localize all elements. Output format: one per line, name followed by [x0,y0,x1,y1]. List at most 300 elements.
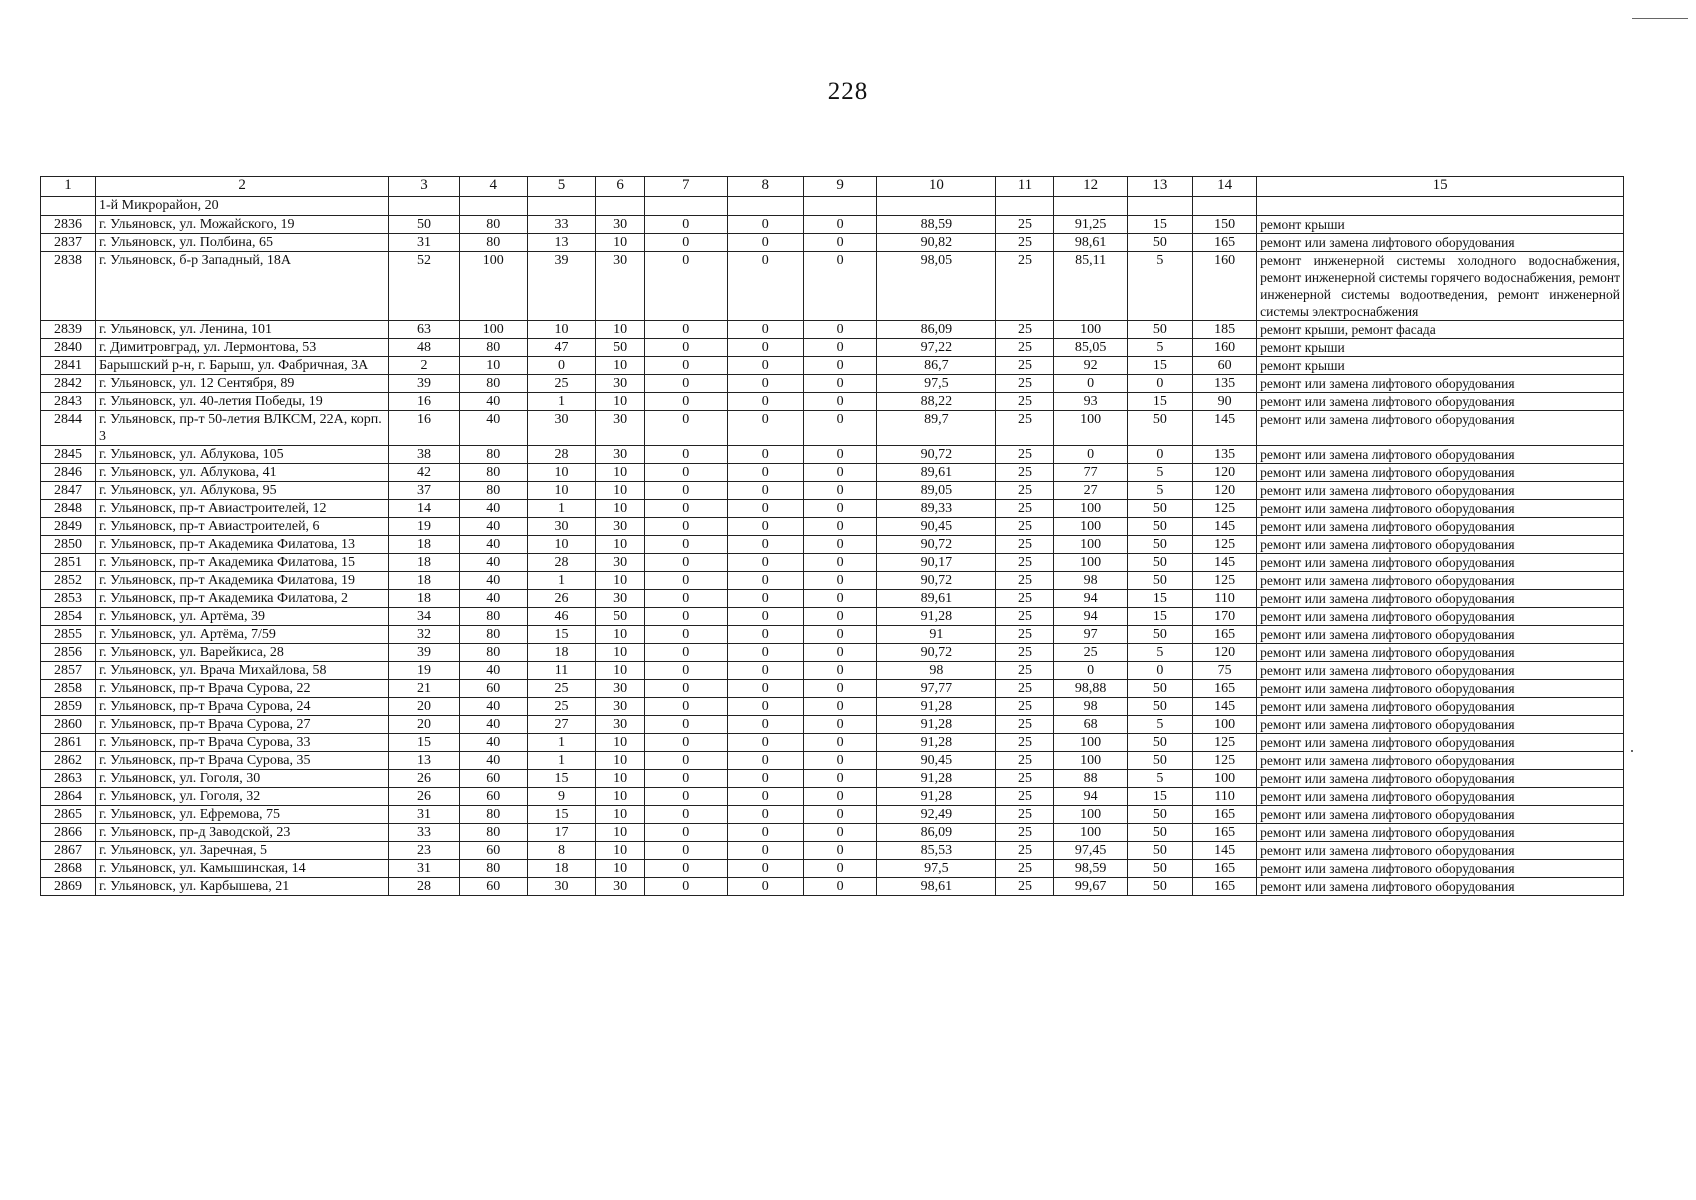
value-cell: 30 [596,518,645,536]
value-cell: 0 [645,252,728,321]
value-cell: 5 [1127,252,1192,321]
value-cell: 0 [803,734,876,752]
value-cell: 17 [527,824,595,842]
value-cell: 30 [596,446,645,464]
value-cell: 0 [727,842,803,860]
value-cell: 30 [596,375,645,393]
column-header: 2 [96,177,389,197]
value-cell: 98 [1054,698,1127,716]
table-row [41,626,1624,644]
row-number-cell: 2849 [41,518,96,536]
value-cell: 30 [596,716,645,734]
value-cell: 25 [996,554,1054,572]
value-cell: 100 [1054,518,1127,536]
value-cell: 80 [459,464,527,482]
value-cell: 1 [527,393,595,411]
value-cell: 52 [389,252,459,321]
address-cell: г. Ульяновск, ул. Ленина, 101 [96,321,389,339]
row-number-cell: 2862 [41,752,96,770]
value-cell: 0 [727,644,803,662]
value-cell: 80 [459,644,527,662]
address-cell: г. Ульяновск, пр-д Заводской, 23 [96,824,389,842]
value-cell: 25 [996,482,1054,500]
value-cell: 91 [877,626,996,644]
address-cell: г. Ульяновск, пр-т Врача Сурова, 22 [96,680,389,698]
value-cell: 80 [459,234,527,252]
value-cell: 0 [803,824,876,842]
address-cell: г. Ульяновск, пр-т Врача Сурова, 27 [96,716,389,734]
page-number: 228 [827,78,869,105]
value-cell: 145 [1193,842,1257,860]
value-cell [459,197,527,216]
row-number-cell: 2844 [41,411,96,446]
work-type-cell: ремонт или замена лифтового оборудования [1257,752,1624,770]
value-cell: 25 [996,216,1054,234]
value-cell: 30 [596,252,645,321]
value-cell: 28 [389,878,459,896]
value-cell: 25 [996,752,1054,770]
value-cell: 40 [459,554,527,572]
column-header: 6 [596,177,645,197]
column-header: 8 [727,177,803,197]
value-cell: 40 [459,393,527,411]
value-cell: 0 [727,339,803,357]
value-cell: 23 [389,842,459,860]
value-cell: 50 [1127,842,1192,860]
value-cell: 77 [1054,464,1127,482]
value-cell: 91,28 [877,770,996,788]
value-cell: 98 [1054,572,1127,590]
value-cell: 25 [996,716,1054,734]
table-row [41,464,1624,482]
value-cell: 60 [459,680,527,698]
row-number-cell: 2863 [41,770,96,788]
value-cell: 170 [1193,608,1257,626]
value-cell: 0 [803,518,876,536]
value-cell: 60 [1193,357,1257,375]
address-cell: г. Ульяновск, ул. Полбина, 65 [96,234,389,252]
value-cell: 98 [877,662,996,680]
value-cell: 25 [996,339,1054,357]
value-cell: 80 [459,375,527,393]
value-cell: 97 [1054,626,1127,644]
value-cell: 15 [527,806,595,824]
value-cell: 0 [803,536,876,554]
value-cell: 86,7 [877,357,996,375]
value-cell: 0 [727,626,803,644]
address-cell: г. Ульяновск, пр-т Врача Сурова, 24 [96,698,389,716]
value-cell: 185 [1193,321,1257,339]
table-row [41,411,1624,446]
value-cell: 89,05 [877,482,996,500]
value-cell: 98,61 [1054,234,1127,252]
value-cell: 125 [1193,734,1257,752]
address-cell: г. Ульяновск, пр-т Академика Филатова, 15 [96,554,389,572]
value-cell: 25 [527,680,595,698]
value-cell: 16 [389,411,459,446]
work-type-cell: ремонт или замена лифтового оборудования [1257,375,1624,393]
value-cell: 18 [389,572,459,590]
value-cell: 120 [1193,644,1257,662]
value-cell: 165 [1193,824,1257,842]
address-cell: г. Димитровград, ул. Лермонтова, 53 [96,339,389,357]
value-cell [1193,197,1257,216]
row-number-cell: 2847 [41,482,96,500]
value-cell: 15 [1127,216,1192,234]
work-type-cell: ремонт или замена лифтового оборудования [1257,518,1624,536]
address-cell: г. Ульяновск, пр-т Авиастроителей, 6 [96,518,389,536]
work-type-cell: ремонт или замена лифтового оборудования [1257,878,1624,896]
column-number-row [41,177,1624,197]
value-cell: 0 [1054,662,1127,680]
value-cell: 40 [459,698,527,716]
value-cell: 0 [803,788,876,806]
value-cell: 0 [727,680,803,698]
table-row [41,788,1624,806]
value-cell: 100 [1054,554,1127,572]
address-cell: г. Ульяновск, пр-т 50-летия ВЛКСМ, 22А, корп. 3 [96,411,389,446]
value-cell: 98,05 [877,252,996,321]
value-cell: 25 [1054,644,1127,662]
value-cell: 0 [727,393,803,411]
value-cell [996,197,1054,216]
address-cell: г. Ульяновск, ул. Аблукова, 105 [96,446,389,464]
work-type-cell: ремонт или замена лифтового оборудования [1257,500,1624,518]
value-cell: 135 [1193,446,1257,464]
row-number-cell: 2868 [41,860,96,878]
value-cell: 0 [803,446,876,464]
value-cell: 0 [727,234,803,252]
value-cell: 10 [527,464,595,482]
column-header: 15 [1257,177,1624,197]
value-cell: 25 [996,662,1054,680]
table-row [41,806,1624,824]
value-cell: 13 [527,234,595,252]
work-type-cell: ремонт инженерной системы холодного водоснабжения, ремонт инженерной системы горячего водоснабжения, ремонт инженерной системы водоотведения, ремонт инженерной системы электроснабжения [1257,252,1624,321]
value-cell: 0 [645,411,728,446]
value-cell: 0 [727,590,803,608]
continuation-row [41,197,1624,216]
value-cell: 50 [1127,806,1192,824]
column-header: 10 [877,177,996,197]
work-type-cell: ремонт или замена лифтового оборудования [1257,806,1624,824]
value-cell: 50 [1127,878,1192,896]
value-cell [727,197,803,216]
value-cell: 50 [1127,752,1192,770]
table-row [41,234,1624,252]
value-cell: 40 [459,500,527,518]
value-cell: 33 [389,824,459,842]
value-cell: 19 [389,662,459,680]
address-cell: г. Ульяновск, ул. Камышинская, 14 [96,860,389,878]
value-cell: 0 [803,806,876,824]
value-cell: 0 [803,662,876,680]
table-row [41,216,1624,234]
row-number-cell: 2841 [41,357,96,375]
value-cell: 0 [645,644,728,662]
value-cell: 1 [527,500,595,518]
value-cell: 145 [1193,554,1257,572]
value-cell: 25 [996,788,1054,806]
value-cell: 20 [389,698,459,716]
value-cell: 91,28 [877,788,996,806]
value-cell: 25 [996,842,1054,860]
row-number-cell: 2856 [41,644,96,662]
value-cell: 10 [527,482,595,500]
value-cell: 50 [1127,572,1192,590]
value-cell: 30 [527,878,595,896]
value-cell: 150 [1193,216,1257,234]
value-cell: 18 [527,860,595,878]
value-cell: 0 [645,716,728,734]
value-cell: 145 [1193,698,1257,716]
table-row [41,375,1624,393]
address-cell: г. Ульяновск, пр-т Академика Филатова, 2 [96,590,389,608]
value-cell: 0 [803,411,876,446]
value-cell: 5 [1127,464,1192,482]
value-cell: 10 [596,860,645,878]
value-cell: 60 [459,770,527,788]
value-cell: 50 [1127,554,1192,572]
value-cell: 0 [727,824,803,842]
value-cell: 10 [596,393,645,411]
value-cell: 165 [1193,680,1257,698]
value-cell: 10 [596,500,645,518]
value-cell: 15 [1127,608,1192,626]
column-header: 4 [459,177,527,197]
table-row [41,770,1624,788]
value-cell: 0 [727,482,803,500]
value-cell: 25 [996,608,1054,626]
value-cell: 0 [727,518,803,536]
column-header: 11 [996,177,1054,197]
value-cell: 15 [1127,590,1192,608]
value-cell: 0 [727,464,803,482]
value-cell: 10 [596,752,645,770]
value-cell: 10 [596,536,645,554]
value-cell: 0 [727,608,803,626]
work-type-cell: ремонт или замена лифтового оборудования [1257,824,1624,842]
value-cell: 0 [645,536,728,554]
value-cell: 0 [645,464,728,482]
value-cell: 18 [389,536,459,554]
value-cell: 14 [389,500,459,518]
value-cell: 0 [645,734,728,752]
value-cell: 0 [727,357,803,375]
value-cell: 5 [1127,716,1192,734]
value-cell: 0 [727,878,803,896]
work-type-cell: ремонт или замена лифтового оборудования [1257,608,1624,626]
work-type-cell: ремонт крыши [1257,339,1624,357]
value-cell: 0 [803,842,876,860]
value-cell: 0 [803,339,876,357]
value-cell: 92,49 [877,806,996,824]
repair-program-table [40,176,1624,896]
row-number-cell: 2843 [41,393,96,411]
table-row [41,536,1624,554]
row-number-cell: 2857 [41,662,96,680]
value-cell: 97,77 [877,680,996,698]
value-cell: 25 [996,375,1054,393]
table-body [41,197,1624,896]
row-number-cell [41,197,96,216]
value-cell: 0 [803,554,876,572]
value-cell: 0 [727,734,803,752]
address-cell: г. Ульяновск, ул. Гоголя, 32 [96,788,389,806]
value-cell: 98,88 [1054,680,1127,698]
value-cell: 10 [596,824,645,842]
value-cell: 40 [459,536,527,554]
table-row [41,357,1624,375]
value-cell: 80 [459,216,527,234]
row-number-cell: 2837 [41,234,96,252]
value-cell: 39 [389,644,459,662]
value-cell: 10 [596,234,645,252]
value-cell: 0 [803,626,876,644]
work-type-cell: ремонт или замена лифтового оборудования [1257,698,1624,716]
row-number-cell: 2861 [41,734,96,752]
value-cell: 90,17 [877,554,996,572]
row-number-cell: 2846 [41,464,96,482]
value-cell: 50 [1127,734,1192,752]
value-cell [389,197,459,216]
value-cell: 39 [389,375,459,393]
value-cell: 0 [803,357,876,375]
address-cell: г. Ульяновск, пр-т Врача Сурова, 35 [96,752,389,770]
table-row [41,734,1624,752]
value-cell: 25 [996,357,1054,375]
value-cell: 10 [527,536,595,554]
value-cell: 30 [527,411,595,446]
value-cell: 10 [596,734,645,752]
value-cell: 0 [645,590,728,608]
address-cell: г. Ульяновск, ул. Врача Михайлова, 58 [96,662,389,680]
value-cell: 97,45 [1054,842,1127,860]
value-cell: 100 [1054,500,1127,518]
value-cell: 40 [459,662,527,680]
value-cell: 28 [527,446,595,464]
value-cell: 100 [1054,321,1127,339]
value-cell: 125 [1193,572,1257,590]
table-row [41,608,1624,626]
column-header: 1 [41,177,96,197]
work-type-cell: ремонт или замена лифтового оборудования [1257,734,1624,752]
value-cell: 0 [803,752,876,770]
value-cell: 120 [1193,464,1257,482]
work-type-cell: ремонт или замена лифтового оборудования [1257,770,1624,788]
row-number-cell: 2860 [41,716,96,734]
value-cell: 26 [389,770,459,788]
value-cell: 25 [996,878,1054,896]
value-cell: 15 [1127,393,1192,411]
table-row [41,716,1624,734]
value-cell: 25 [996,500,1054,518]
value-cell: 5 [1127,770,1192,788]
table-row [41,554,1624,572]
value-cell: 0 [727,375,803,393]
value-cell [1054,197,1127,216]
work-type-cell: ремонт крыши [1257,357,1624,375]
value-cell: 8 [527,842,595,860]
value-cell: 89,61 [877,590,996,608]
value-cell [527,197,595,216]
row-number-cell: 2858 [41,680,96,698]
value-cell: 15 [527,626,595,644]
value-cell: 100 [1193,716,1257,734]
work-type-cell [1257,197,1624,216]
top-edge-rule [1632,18,1688,19]
value-cell: 91,28 [877,734,996,752]
value-cell: 50 [1127,500,1192,518]
value-cell: 25 [527,698,595,716]
value-cell: 0 [645,446,728,464]
value-cell: 25 [996,572,1054,590]
value-cell: 94 [1054,788,1127,806]
address-cell: 1-й Микрорайон, 20 [96,197,389,216]
value-cell: 0 [645,375,728,393]
value-cell: 0 [645,500,728,518]
value-cell: 135 [1193,375,1257,393]
value-cell: 0 [803,464,876,482]
value-cell: 25 [996,806,1054,824]
value-cell: 50 [1127,411,1192,446]
value-cell: 99,67 [1054,878,1127,896]
value-cell: 98,61 [877,878,996,896]
value-cell: 30 [527,518,595,536]
row-number-cell: 2853 [41,590,96,608]
value-cell: 0 [645,482,728,500]
value-cell: 0 [527,357,595,375]
value-cell: 0 [803,716,876,734]
table-row [41,644,1624,662]
value-cell: 0 [727,536,803,554]
value-cell: 0 [803,878,876,896]
value-cell: 40 [459,411,527,446]
value-cell: 25 [996,698,1054,716]
value-cell: 10 [459,357,527,375]
table-row [41,393,1624,411]
row-number-cell: 2848 [41,500,96,518]
table-row [41,752,1624,770]
value-cell: 0 [645,824,728,842]
value-cell: 34 [389,608,459,626]
work-type-cell: ремонт или замена лифтового оборудования [1257,662,1624,680]
value-cell: 25 [527,375,595,393]
value-cell: 25 [996,393,1054,411]
value-cell: 125 [1193,752,1257,770]
value-cell: 0 [645,357,728,375]
value-cell: 9 [527,788,595,806]
row-number-cell: 2859 [41,698,96,716]
value-cell: 10 [596,357,645,375]
row-number-cell: 2867 [41,842,96,860]
value-cell: 90,72 [877,644,996,662]
table-row [41,572,1624,590]
address-cell: г. Ульяновск, ул. Артёма, 39 [96,608,389,626]
value-cell: 100 [1054,752,1127,770]
row-number-cell: 2866 [41,824,96,842]
value-cell: 25 [996,824,1054,842]
value-cell: 98,59 [1054,860,1127,878]
value-cell: 48 [389,339,459,357]
value-cell: 38 [389,446,459,464]
value-cell: 0 [645,680,728,698]
value-cell: 86,09 [877,321,996,339]
value-cell: 85,05 [1054,339,1127,357]
address-cell: г. Ульяновск, пр-т Академика Филатова, 19 [96,572,389,590]
value-cell: 97,5 [877,375,996,393]
value-cell: 0 [803,321,876,339]
